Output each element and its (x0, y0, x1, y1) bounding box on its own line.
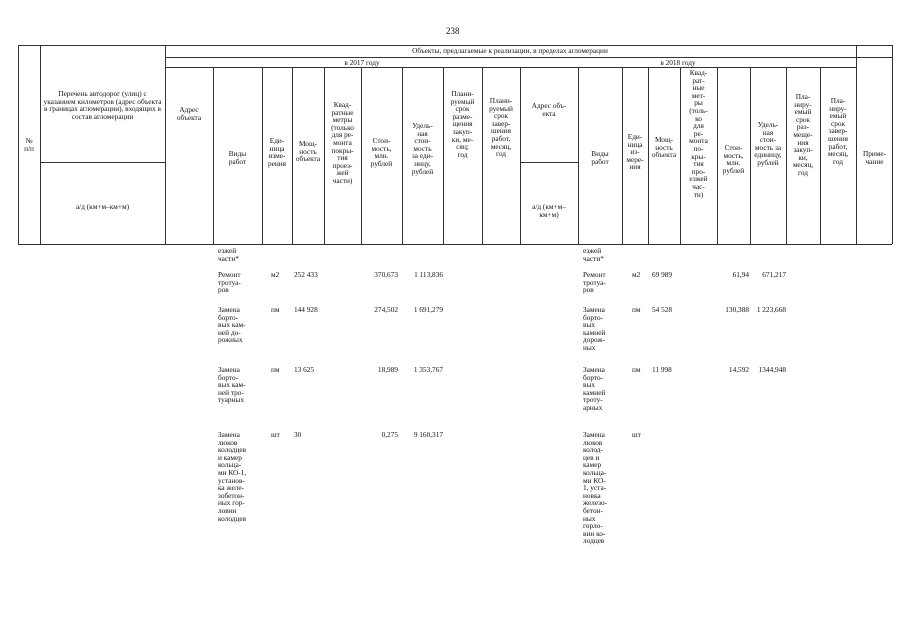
col-2018-completion: Пла- ниру- емый срок завер- шения работ, месяц, год (827, 96, 849, 166)
col-2018-unit: Еди- ница из- мере- ния (626, 132, 644, 172)
row-1-cost-2018: 61,94 (732, 270, 749, 279)
row-1-unit-cost-2017: 1 113,836 (414, 270, 443, 279)
year-2018-header: в 2018 году (660, 58, 696, 67)
row-4-cost-2017: 0,275 (381, 430, 398, 439)
col-number-header: № п/п (24, 136, 34, 153)
row-3-unit-2018: пм (632, 365, 641, 374)
col-2018-address-sub: а/д (км+м– км+м) (532, 202, 566, 219)
row-4-capacity-2017: 30 (294, 430, 302, 439)
row-3-capacity-2017: 13 625 (294, 365, 315, 374)
row-1-work-2018: Ремонт тротуа- ров (583, 270, 606, 295)
col-2018-unit-cost: Удель- ная стои- мость за единицу, рублей (754, 120, 782, 167)
objects-header-line (165, 57, 892, 58)
row-1-work-2017: Ремонт тротуа- ров (218, 270, 241, 295)
row-4-unit-cost-2017: 9 160,317 (413, 430, 443, 439)
row-2-unit-cost-2018: 1 223,668 (756, 305, 786, 314)
row-2-unit-2017: пм (271, 305, 280, 314)
row-0-work-2017: езжей части* (218, 246, 239, 263)
row-1-unit-2018: м2 (632, 270, 641, 279)
col-2017-capacity: Мощ- ность объекта (295, 139, 321, 164)
row-4-work-2018: Замена люков колод- цев и камер кольца- ми КО- 1, уста- новка железо- бетон- ных горло- вин ко- лодцев (583, 430, 608, 546)
row-3-unit-cost-2017: 1 353,767 (413, 365, 443, 374)
row-2-capacity-2017: 144 928 (294, 305, 318, 314)
row-2-capacity-2018: 54 528 (652, 305, 673, 314)
row-2-cost-2018: 130,388 (725, 305, 749, 314)
col-2017-sqm: Квад- ратные метры (только для ре- монта покры- тия проез- жей части) (331, 100, 354, 185)
row-3-capacity-2018: 11 998 (652, 365, 672, 374)
row-4-work-2017: Замена люков колодцев и камер кольца- ми КО-1, установ- ка желе- зобетон- ных гор- ловин колодцев (218, 430, 247, 523)
row-3-cost-2017: 18,989 (377, 365, 398, 374)
addr2018-sub-line (520, 162, 578, 163)
row-1-capacity-2017: 252 433 (294, 270, 318, 279)
col-2017-address: Адрес объекта (176, 105, 202, 122)
col-2018-cost: Стои- мость, млн. рублей (722, 143, 745, 175)
row-1-unit-cost-2018: 671,217 (762, 270, 786, 279)
row-3-unit-2017: пм (271, 365, 280, 374)
col-road-sub-header: а/д (км+м–км+м) (75, 202, 130, 211)
row-2-cost-2017: 274,502 (374, 305, 398, 314)
row-3-work-2018: Замена борто- вых камней троту- арных (583, 365, 606, 412)
col-2017-procurement: Плани- руемый срок разме- щения закуп- ки, ме- сяц; год (450, 89, 475, 159)
col-2017-completion: Плани- руемый срок завер- шения работ, месяц, год (489, 96, 513, 159)
year-header-line (165, 67, 856, 68)
col-2017-unit: Еди- ница изме- рения (267, 136, 287, 168)
page-number: 238 (446, 26, 460, 36)
table-col-sep-1 (165, 45, 166, 244)
col-2018-work: Виды работ (591, 149, 609, 166)
col-2017-cost: Стои- мость, млн. рублей (370, 136, 393, 168)
table-col-sep-0 (40, 45, 41, 244)
col-notes-header: Приме- чание (862, 149, 887, 166)
col-2018-sqm: Квад- рат- ные мет- ры (толь- ко для ре- монта по- кры- тия про- езжей час- ти) (689, 68, 708, 199)
col-2018-capacity: Мощ- ность объекта (651, 135, 677, 160)
table-border-right (892, 45, 893, 244)
year-2017-header: в 2017 году (344, 58, 380, 67)
col-2018-address: Адрес объ- екта (531, 101, 567, 118)
row-3-unit-cost-2018: 1344,948 (758, 365, 786, 374)
row-2-work-2018: Замена борто- вых камней дорож- ных (583, 305, 606, 352)
row-4-unit-2017: шт (271, 430, 280, 439)
row-2-unit-2018: пм (632, 305, 641, 314)
row-3-work-2017: Замена борто- вых кам- ней тро- туарных (218, 365, 246, 405)
row-0-work-2018: езжей части* (583, 246, 604, 263)
col-2017-unit-cost: Удель- ная стои- мость за еди- ницу, рублей (411, 121, 434, 176)
col-2017-work: Виды работ (228, 149, 247, 166)
objects-header: Объекты, предлагаемые к реализации, в пределах агломерации (412, 46, 608, 55)
col-2018-procurement: Пла- ниру- емый срок раз- меще- ния закуп- ки, месяц, год (792, 92, 814, 177)
row-2-unit-cost-2017: 1 691,279 (413, 305, 443, 314)
col-roads-header: Перечень автодорог (улиц) с указанием километров (адрес объекта в границах агломерации), входящих в состав агломерации (43, 89, 162, 121)
row-1-cost-2017: 370,673 (374, 270, 398, 279)
row-4-unit-2018: шт (632, 430, 641, 439)
table-col-sep-19 (856, 45, 857, 244)
roads-sub-line (40, 162, 165, 163)
table-border-bottom (18, 244, 892, 245)
row-2-work-2017: Замена борто- вых кам- ней до- рожных (218, 305, 246, 345)
row-1-capacity-2018: 69 989 (652, 270, 673, 279)
row-3-cost-2018: 14,592 (728, 365, 749, 374)
row-1-unit-2017: м2 (271, 270, 280, 279)
